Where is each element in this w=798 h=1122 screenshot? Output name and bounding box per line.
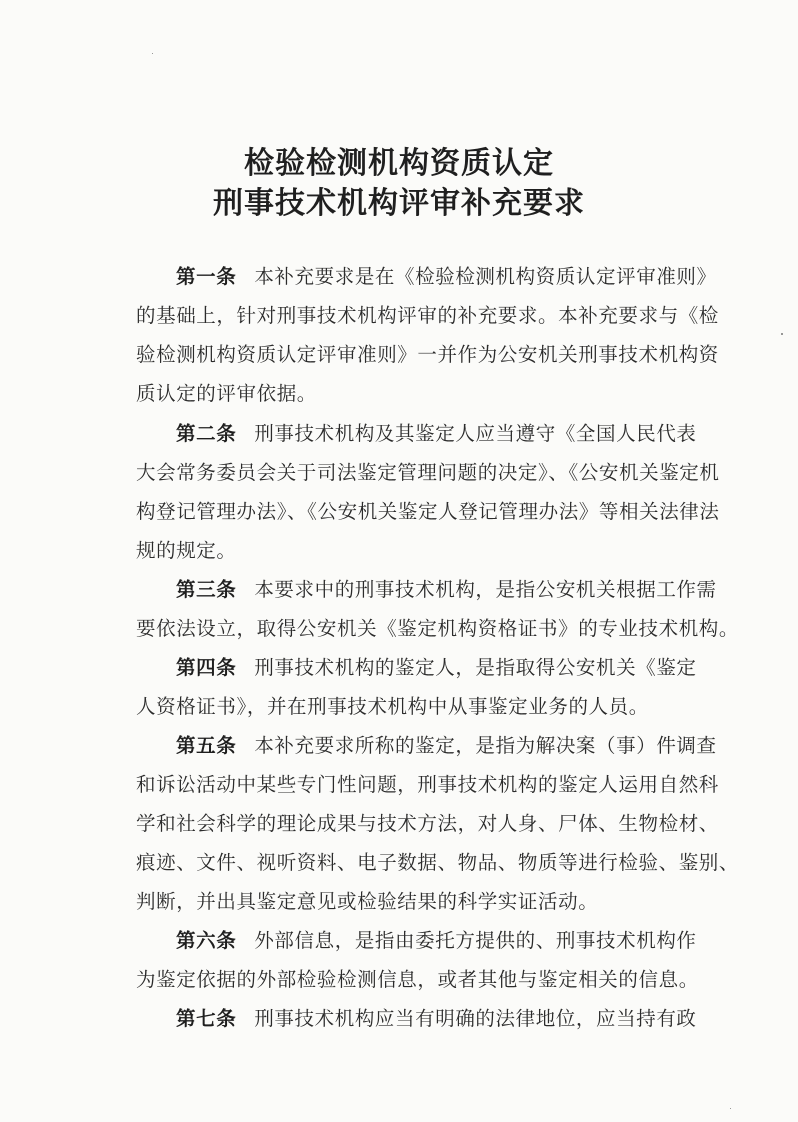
article-3-first-line — [176, 574, 717, 602]
article-2-text-2: 大会常务委员会关于司法鉴定管理问题的决定》、《公安机关鉴定机 — [136, 461, 720, 484]
article-1-text-2: 的基础上，针对刑事技术机构评审的补充要求。本补充要求与《检 — [136, 304, 719, 327]
article-2-first-line — [176, 418, 697, 446]
article-5-text-3: 学和社会科学的理论成果与技术方法，对人身、尸体、生物检材、 — [136, 812, 719, 835]
article-3-text-1: 本要求中的刑事技术机构，是指公安机关根据工作需 — [254, 578, 717, 601]
scan-speck — [152, 53, 153, 54]
article-6-first-line — [176, 925, 697, 953]
scan-speck — [781, 333, 783, 335]
article-5-text-4: 痕迹、文件、视听资料、电子数据、物品、物质等进行检验、鉴别、 — [136, 851, 740, 874]
article-2-text-3: 构登记管理办法》、《公安机关鉴定人登记管理办法》等相关法律法 — [136, 500, 720, 523]
document-title-line-2: 刑事技术机构评审补充要求 — [213, 186, 585, 221]
article-4-first-line — [176, 652, 697, 680]
article-5-text-5: 判断，并出具鉴定意见或检验结果的科学实证活动。 — [136, 890, 599, 913]
document-title-line-1: 检验检测机构资质认定 — [244, 146, 554, 181]
article-4-text-2: 人资格证书》，并在刑事技术机构中从事鉴定业务的人员。 — [136, 695, 649, 718]
scan-speck — [730, 1108, 731, 1109]
article-2-label: 第二条 — [176, 422, 237, 445]
article-5-label: 第五条 — [176, 734, 237, 757]
article-2-text-4: 规的规定。 — [136, 539, 237, 562]
article-6-text-2: 为鉴定依据的外部检验检测信息，或者其他与鉴定相关的信息。 — [136, 968, 699, 991]
article-1-first-line — [176, 261, 717, 289]
article-1-label: 第一条 — [176, 265, 237, 288]
article-5-text-1: 本补充要求所称的鉴定，是指为解决案（事）件调查 — [254, 734, 717, 757]
article-1-text-4: 质认定的评审依据。 — [136, 382, 317, 405]
article-2-text-1: 刑事技术机构及其鉴定人应当遵守《全国人民代表 — [254, 422, 697, 445]
article-4-label: 第四条 — [176, 656, 237, 679]
article-5-first-line — [176, 730, 717, 758]
article-4-text-1: 刑事技术机构的鉴定人，是指取得公安机关《鉴定 — [254, 656, 697, 679]
article-7-first-line — [176, 1003, 697, 1031]
article-3-text-2: 要依法设立，取得公安机关《鉴定机构资格证书》的专业技术机构。 — [136, 617, 740, 640]
article-5-text-2: 和诉讼活动中某些专门性问题，刑事技术机构的鉴定人运用自然科 — [136, 773, 719, 796]
article-6-text-1: 外部信息，是指由委托方提供的、刑事技术机构作 — [254, 929, 697, 952]
article-1-text-1: 本补充要求是在《检验检测机构资质认定评审准则》 — [254, 265, 717, 288]
article-1-text-3: 验检测机构资质认定评审准则》一并作为公安机关刑事技术机构资 — [136, 343, 719, 366]
article-3-label: 第三条 — [176, 578, 237, 601]
article-7-label: 第七条 — [176, 1007, 237, 1030]
article-6-label: 第六条 — [176, 929, 237, 952]
article-7-text-1: 刑事技术机构应当有明确的法律地位，应当持有政 — [254, 1007, 697, 1030]
